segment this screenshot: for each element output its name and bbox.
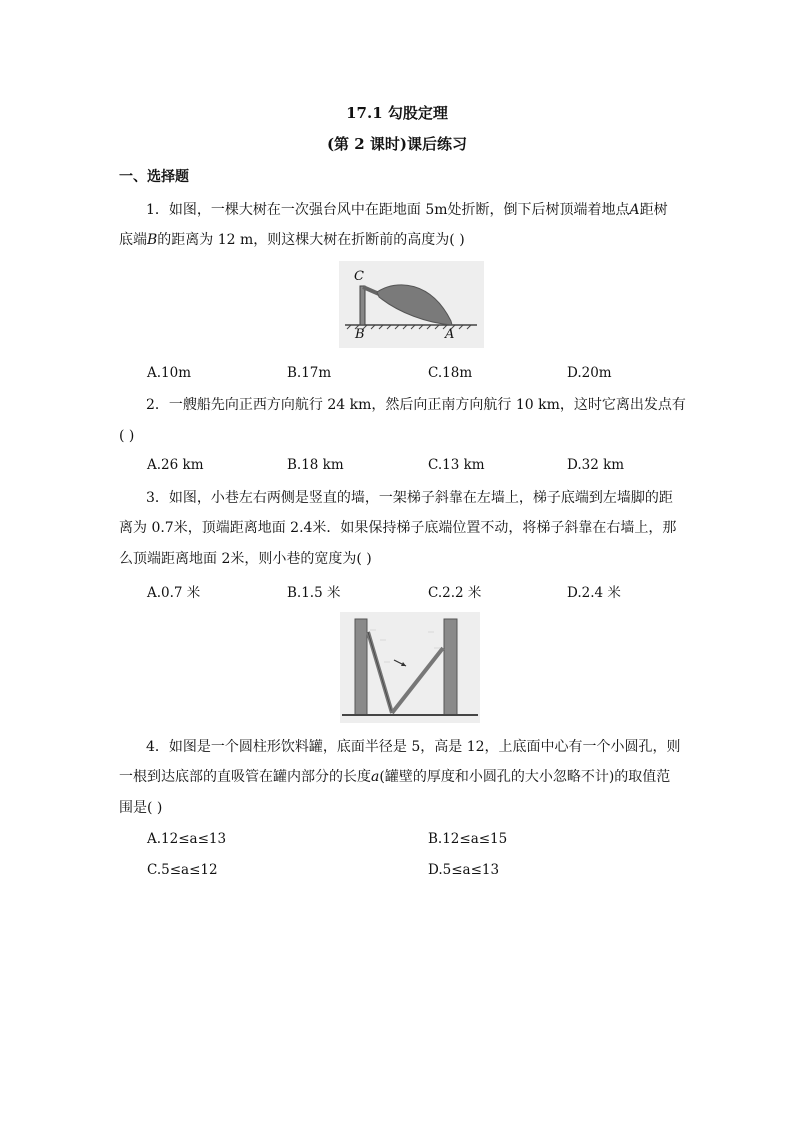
q4-option-b[interactable]: B.12≤a≤15 [428,831,508,847]
q1-text-c: 底端 [119,232,147,248]
q4-option-d[interactable]: D.5≤a≤13 [428,862,500,878]
q4-option-a[interactable]: A.12≤a≤13 [147,831,227,847]
q3-line-1: 3．如图，小巷左右两侧是竖直的墙，一架梯子斜靠在左墙上，梯子底端到左墙脚的距 [146,490,673,506]
q1-text-d: 的距离为 12 m，则这棵大树在折断前的高度为( ) [157,232,465,248]
q3-option-c[interactable]: C.2.2 米 [428,585,482,601]
page-title: 17.1 勾股定理 [346,104,448,122]
q3-option-a[interactable]: A.0.7 米 [147,585,201,601]
q2-option-c[interactable]: C.13 km [428,457,485,473]
q3-option-b[interactable]: B.1.5 米 [287,585,341,601]
q4-line-2 [119,767,679,787]
q1-option-b[interactable]: B.17m [287,365,332,381]
q4-line-3: 围是( ) [119,800,163,816]
q1-line-2 [119,230,679,250]
q1-var-b: B [147,232,158,248]
q3-line-2: 离为 0.7米，顶端距离地面 2.4米．如果保持梯子底端位置不动，将梯子斜靠在右墙上，那 [119,520,677,536]
q1-option-d[interactable]: D.20m [567,365,612,381]
q2-line-2: ( ) [119,428,135,444]
q4-var-a: a [371,769,380,785]
q1-line-1 [146,200,706,220]
q4-option-c[interactable]: C.5≤a≤12 [147,862,218,878]
q1-label-b: B [355,327,365,342]
q1-label-c: C [354,269,364,284]
q2-option-a[interactable]: A.26 km [147,457,204,473]
q3-line-3: 么顶端距离地面 2米，则小巷的宽度为( ) [119,551,372,567]
q1-label-a: A [445,327,455,342]
q2-option-b[interactable]: B.18 km [287,457,344,473]
q4-text-b: (罐壁的厚度和小圆孔的大小忽略不计)的取值范 [379,769,671,785]
q4-line-1: 4．如图是一个圆柱形饮料罐，底面半径是 5，高是 12，上底面中心有一个小圆孔，则 [146,739,681,755]
q4-text-a: 一根到达底部的直吸管在罐内部分的长度 [119,769,371,785]
page-subtitle: (第 2 课时)课后练习 [326,135,468,153]
q2-option-d[interactable]: D.32 km [567,457,625,473]
q1-var-a: A [629,202,640,218]
q3-alley-figure [340,612,480,723]
q1-text-a: 1．如图，一棵大树在一次强台风中在距地面 5m处折断，倒下后树顶端着地点 [146,202,630,218]
section-heading: 一、选择题 [119,169,189,185]
q3-option-d[interactable]: D.2.4 米 [567,585,621,601]
q1-option-a[interactable]: A.10m [147,365,192,381]
q1-tree-figure [339,261,484,348]
q1-option-c[interactable]: C.18m [428,365,473,381]
q2-line-1: 2．一艘船先向正西方向航行 24 km，然后向正南方向航行 10 km，这时它离出发点有 [146,397,686,413]
q1-text-b: 距树 [639,202,668,218]
